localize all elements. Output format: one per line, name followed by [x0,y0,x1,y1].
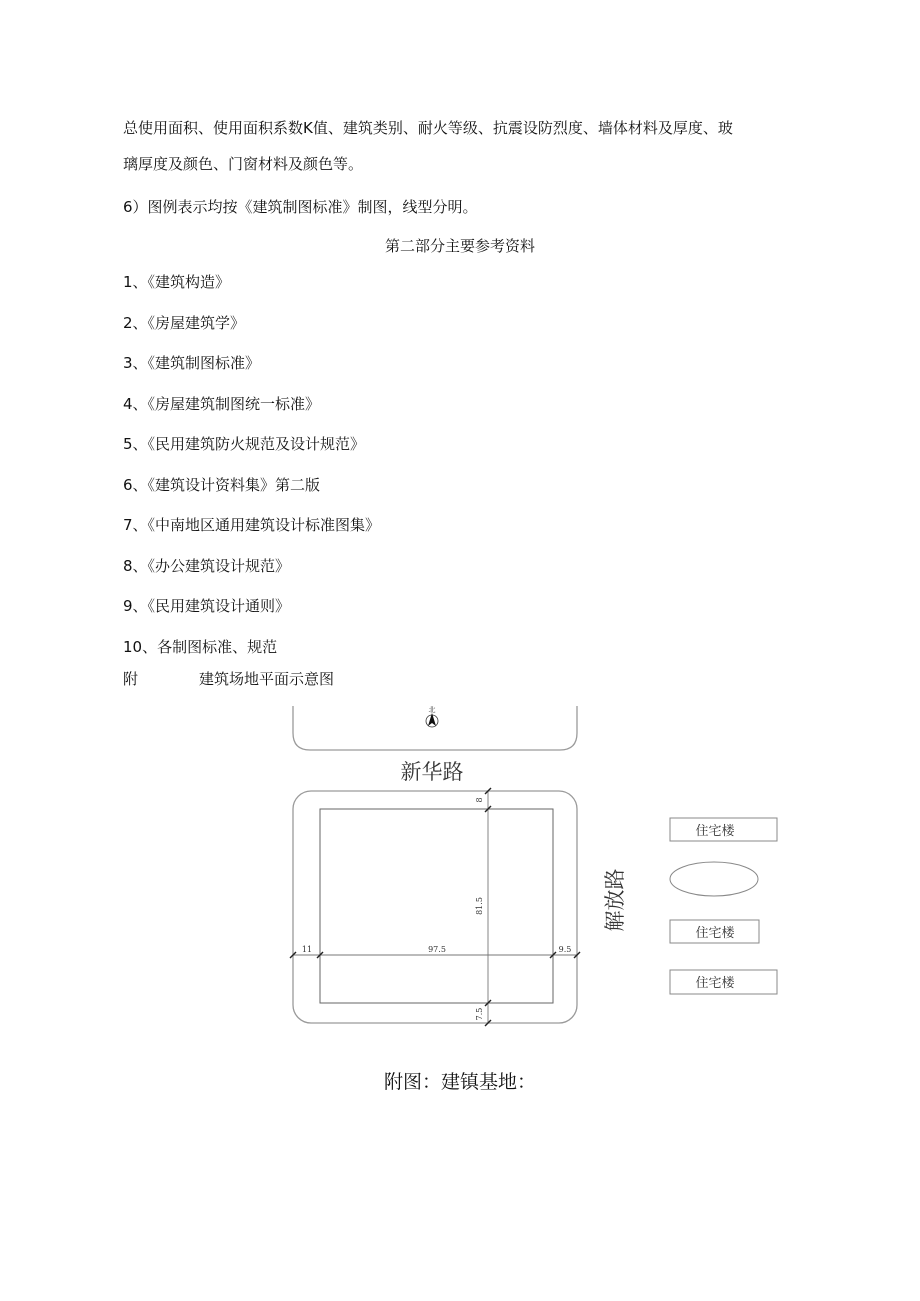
site-block-outline [293,791,577,1023]
dim-left-label: 11 [301,945,313,954]
reference-item: 1、《建筑构造》 [123,273,231,291]
residential-building-label: 住宅楼 [695,976,735,991]
road-label-north: 新华路 [400,760,464,784]
dim-bottom-label: 7.5 [475,1007,484,1021]
dim-right-label: 9.5 [558,945,572,954]
north-label: 北 [428,706,436,714]
reference-item: 9、《民用建筑设计通则》 [123,597,291,615]
reference-item: 4、《房屋建筑制图统一标准》 [123,395,321,413]
dim-width-label: 97.5 [428,945,446,954]
dimension-ticks [290,788,580,1026]
reference-item: 10、各制图标准、规范 [123,638,278,656]
paragraph-line-2: 璃厚度及颜色、门窗材料及颜色等。 [123,155,364,173]
section-title: 第二部分主要参考资料 [384,237,535,255]
reference-item: 2、《房屋建筑学》 [123,314,246,332]
green-oval [670,862,758,896]
residential-building-label: 住宅楼 [695,824,735,839]
reference-item: 3、《建筑制图标准》 [123,354,261,372]
reference-item: 5、《民用建筑防火规范及设计规范》 [123,435,366,453]
reference-item: 7、《中南地区通用建筑设计标准图集》 [123,516,381,534]
building-footprint [320,809,553,1003]
dim-height-label: 81.5 [475,897,484,915]
appendix-label: 附 [123,670,139,688]
residential-building-label: 住宅楼 [695,926,735,941]
figure-caption: 附图：建镇基地： [383,1071,536,1093]
road-label-east: 解放路 [603,868,627,932]
reference-item: 6、《建筑设计资料集》第二版 [123,476,321,494]
reference-item: 8、《办公建筑设计规范》 [123,557,291,575]
paragraph-item-6: 6）图例表示均按《建筑制图标准》制图，线型分明。 [123,198,478,216]
north-arrow-icon [426,705,438,727]
appendix-title: 建筑场地平面示意图 [199,670,335,688]
dim-top-label: 8 [475,797,484,803]
paragraph-line-1: 总使用面积、使用面积系数K值、建筑类别、耐火等级、抗震设防烈度、墙体材料及厚度、玻 [123,119,733,137]
